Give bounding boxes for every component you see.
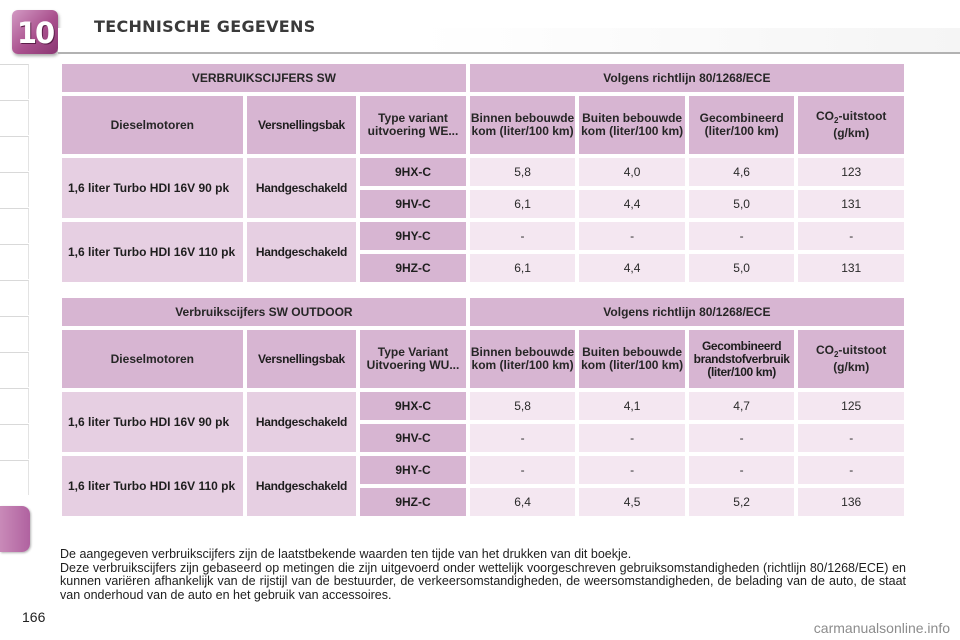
type-code: 9HX-C [360,392,466,420]
value-urban: 5,8 [470,392,576,420]
table-header-left: VERBRUIKSCIJFERS SW [62,64,466,92]
value-urban: 6,1 [470,254,576,282]
footnote-line-2: Deze verbruikscijfers zijn gebaseerd op metingen die zijn uitgevoerd onder wettelijk voorgeschreven gebruiksomstandigheden (richtlijn 80/1268/ECE) en kunnen variëren afhankelijk van de rijstijl van de bestuurder, de verkeersomstandigheden, de weersomstandigheden, de belading van de auto, de staat van onderhoud van de auto en het gebruik van accessoires. [60,560,906,602]
co2-label: CO [815,343,834,357]
value-extra-urban: 4,4 [579,254,685,282]
chapter-tab[interactable] [0,280,29,315]
value-co2: 131 [798,254,904,282]
page-number: 166 [22,609,46,625]
value-extra-urban: 4,1 [579,392,685,420]
value-extra-urban: - [579,222,685,250]
col-engine: Dieselmotoren [62,330,243,388]
value-extra-urban: 4,4 [579,190,685,218]
value-co2: - [798,222,904,250]
col-extra-urban: Buiten bebouwde kom (liter/100 km) [579,96,685,154]
value-combined: - [689,222,795,250]
value-combined: 4,7 [689,392,795,420]
type-code: 9HZ-C [360,254,466,282]
col-type: Type Variant Uitvoering WU... [360,330,466,388]
chapter-tab[interactable] [0,244,29,279]
value-combined: 5,0 [689,190,795,218]
consumption-table-sw [58,60,908,286]
chapter-tab[interactable] [0,388,29,423]
chapter-tab-active[interactable] [0,506,30,552]
col-gearbox: Versnellingsbak [247,96,357,154]
gearbox-label: Handgeschakeld [247,392,357,452]
co2-subscript: 2 [833,350,839,359]
col-engine: Dieselmotoren [62,96,243,154]
type-code: 9HZ-C [360,488,466,516]
gearbox-label: Handgeschakeld [247,456,357,516]
col-type: Type variant uitvoering WE... [360,96,466,154]
chapter-tab[interactable] [0,316,29,351]
value-co2: - [798,424,904,452]
co2-subscript: 2 [833,116,839,125]
chapter-tab[interactable] [0,64,29,99]
col-combined: Gecombineerd brandstofverbruik (liter/100 km) [689,330,795,388]
table-header-right: Volgens richtlijn 80/1268/ECE [470,64,904,92]
chapter-tab-rail [0,64,34,544]
engine-label: 1,6 liter Turbo HDI 16V 110 pk [62,222,243,282]
value-co2: 131 [798,190,904,218]
value-combined: - [689,456,795,484]
chapter-number: 10 [16,16,54,50]
consumption-table-sw-outdoor [58,294,908,520]
chapter-tab[interactable] [0,208,29,243]
value-extra-urban: - [579,456,685,484]
table-header-left: Verbruikscijfers SW OUTDOOR [62,298,466,326]
co2-label: CO [815,109,834,123]
gearbox-label: Handgeschakeld [247,158,357,218]
value-extra-urban: - [579,424,685,452]
engine-label: 1,6 liter Turbo HDI 16V 90 pk [62,158,243,218]
value-combined: 5,2 [689,488,795,516]
col-extra-urban: Buiten bebouwde kom (liter/100 km) [579,330,685,388]
value-combined: 4,6 [689,158,795,186]
chapter-tab[interactable] [0,100,29,135]
col-urban: Binnen bebouwde kom (liter/100 km) [470,330,576,388]
value-urban: 6,4 [470,488,576,516]
chapter-tab[interactable] [0,424,29,459]
col-co2 [798,96,904,154]
co2-label-suffix: -uitstoot (g/km) [833,109,887,140]
col-co2 [798,330,904,388]
value-co2: 123 [798,158,904,186]
footnote [60,548,906,602]
value-combined: - [689,424,795,452]
value-co2: - [798,456,904,484]
page-title: TECHNISCHE GEGEVENS [94,17,316,36]
type-code: 9HY-C [360,456,466,484]
chapter-tab[interactable] [0,172,29,207]
type-code: 9HY-C [360,222,466,250]
type-code: 9HX-C [360,158,466,186]
chapter-tab[interactable] [0,136,29,171]
value-extra-urban: 4,5 [579,488,685,516]
gearbox-label: Handgeschakeld [247,222,357,282]
value-urban: - [470,222,576,250]
watermark: carmanualsonline.info [813,620,950,636]
col-gearbox: Versnellingsbak [247,330,357,388]
col-combined: Gecombineerd (liter/100 km) [689,96,795,154]
type-code: 9HV-C [360,190,466,218]
type-code: 9HV-C [360,424,466,452]
engine-label: 1,6 liter Turbo HDI 16V 110 pk [62,456,243,516]
value-urban: - [470,424,576,452]
engine-label: 1,6 liter Turbo HDI 16V 90 pk [62,392,243,452]
col-urban: Binnen bebouwde kom (liter/100 km) [470,96,576,154]
value-co2: 136 [798,488,904,516]
footnote-line-1: De aangegeven verbruikscijfers zijn de laatstbekende waarden ten tijde van het drukken van dit boekje. [60,547,632,561]
chapter-tab[interactable] [0,460,29,495]
chapter-badge [12,10,58,54]
co2-label-suffix: -uitstoot (g/km) [833,343,887,374]
value-urban: 6,1 [470,190,576,218]
value-urban: - [470,456,576,484]
chapter-tab[interactable] [0,352,29,387]
table-header-right: Volgens richtlijn 80/1268/ECE [470,298,904,326]
value-combined: 5,0 [689,254,795,282]
value-co2: 125 [798,392,904,420]
title-divider [58,52,960,54]
value-extra-urban: 4,0 [579,158,685,186]
value-urban: 5,8 [470,158,576,186]
